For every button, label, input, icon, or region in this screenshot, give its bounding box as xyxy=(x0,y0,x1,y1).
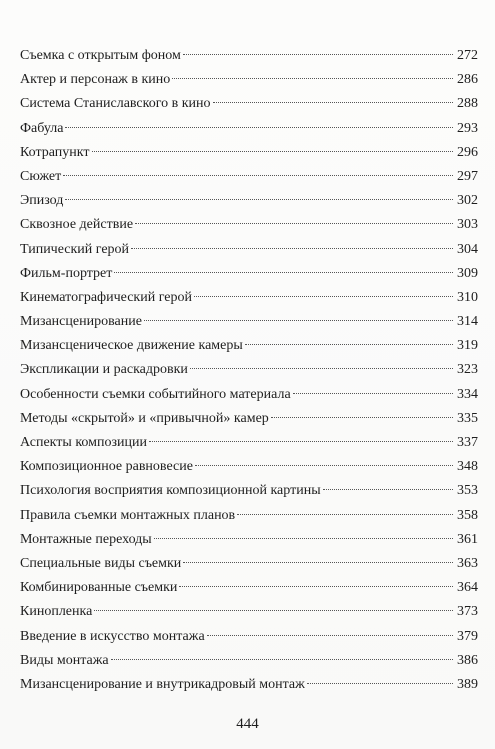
toc-entry xyxy=(20,286,478,310)
toc-entry-title: Специальные виды съемки xyxy=(20,555,182,571)
dot-leader xyxy=(144,320,453,321)
toc-entry xyxy=(20,117,478,141)
toc-entry-page: 334 xyxy=(457,386,478,402)
toc-entry-page: 363 xyxy=(457,555,478,571)
toc-entry-title: Методы «скрытой» и «привычной» камер xyxy=(20,410,269,426)
dot-leader xyxy=(207,635,453,636)
toc-entry-title: Кинематографический герой xyxy=(20,289,192,305)
table-of-contents xyxy=(20,44,478,697)
toc-entry-title: Аспекты композиции xyxy=(20,435,147,450)
toc-entry-title: Психология восприятия композиционной картины xyxy=(20,483,321,499)
dot-leader xyxy=(183,54,453,55)
toc-entry xyxy=(20,213,478,237)
toc-entry-page: 303 xyxy=(457,217,478,233)
toc-entry-page: 389 xyxy=(457,676,478,692)
toc-entry-title: Мизансценическое движение камеры xyxy=(20,338,243,354)
toc-entry xyxy=(20,358,478,382)
toc-entry-page: 304 xyxy=(457,241,478,257)
toc-entry-page: 302 xyxy=(457,193,478,209)
toc-entry xyxy=(20,310,478,334)
toc-entry-title: Мизансценирование xyxy=(20,314,142,330)
dot-leader xyxy=(213,102,453,103)
toc-entry-page: 373 xyxy=(457,604,478,620)
toc-entry-page: 364 xyxy=(457,580,478,596)
dot-leader xyxy=(293,393,453,394)
dot-leader xyxy=(114,272,453,273)
toc-entry xyxy=(20,600,478,624)
toc-entry xyxy=(20,576,478,600)
page-number: 444 xyxy=(236,716,259,732)
toc-entry-page: 361 xyxy=(457,531,478,547)
toc-entry-title: Экспликации и раскадровки xyxy=(20,362,188,378)
dot-leader xyxy=(65,127,453,128)
toc-entry-title: Сюжет xyxy=(20,168,62,184)
toc-entry xyxy=(20,189,478,213)
toc-entry-page: 319 xyxy=(457,338,478,354)
toc-entry-page: 293 xyxy=(457,120,478,136)
dot-leader xyxy=(135,223,453,224)
toc-entry-title: Виды монтажа xyxy=(20,652,109,668)
toc-entry xyxy=(20,528,478,552)
toc-entry-page: 348 xyxy=(457,459,478,475)
dot-leader xyxy=(307,683,453,684)
toc-entry xyxy=(20,334,478,358)
toc-entry-title: Котрапункт xyxy=(20,144,90,160)
toc-entry-title: Введение в искусство монтажа xyxy=(20,628,205,644)
toc-entry xyxy=(20,262,478,286)
toc-entry-page: 358 xyxy=(457,507,478,523)
toc-entry-page: 288 xyxy=(457,96,478,112)
dot-leader xyxy=(237,514,453,515)
dot-leader xyxy=(149,441,453,442)
toc-entry-page: 379 xyxy=(457,628,478,644)
dot-leader xyxy=(131,248,453,249)
toc-entry-page: 272 xyxy=(457,48,478,63)
dot-leader xyxy=(94,610,453,611)
toc-entry-title: Особенности съемки событийного материала xyxy=(20,386,291,402)
toc-entry-title: Система Станиславского в кино xyxy=(20,96,211,112)
toc-entry xyxy=(20,165,478,189)
dot-leader xyxy=(195,465,453,466)
toc-entry-title: Типический герой xyxy=(20,241,130,257)
toc-entry-title: Монтажные переходы xyxy=(20,531,152,547)
toc-entry xyxy=(20,141,478,165)
toc-entry xyxy=(20,649,478,673)
toc-entry xyxy=(20,552,478,576)
toc-entry-title: Фабула xyxy=(20,120,64,136)
dot-leader xyxy=(63,175,453,176)
toc-entry-page: 323 xyxy=(457,362,478,378)
dot-leader xyxy=(65,199,453,200)
dot-leader xyxy=(111,659,453,660)
toc-entry-title: Правила съемки монтажных планов xyxy=(20,507,236,523)
toc-entry-page: 353 xyxy=(457,483,478,499)
toc-entry xyxy=(20,479,478,503)
dot-leader xyxy=(172,78,453,79)
toc-entry xyxy=(20,504,478,528)
dot-leader xyxy=(271,417,453,418)
toc-entry xyxy=(20,238,478,262)
toc-entry-title: Эпизод xyxy=(20,193,64,209)
dot-leader xyxy=(190,368,453,369)
dot-leader xyxy=(194,296,453,297)
toc-entry-title: Съемка с открытым фоном xyxy=(20,48,181,63)
dot-leader xyxy=(154,538,453,539)
toc-entry-page: 386 xyxy=(457,652,478,668)
toc-entry xyxy=(20,92,478,116)
toc-entry-title: Композиционное равновесие xyxy=(20,459,193,475)
toc-entry-title: Мизансценирование и внутрикадровый монтаж xyxy=(20,676,305,692)
toc-entry xyxy=(20,68,478,92)
toc-entry xyxy=(20,455,478,479)
dot-leader xyxy=(179,586,453,587)
toc-entry xyxy=(20,625,478,649)
toc-entry xyxy=(20,44,478,68)
toc-entry-title: Комбинированные съемки xyxy=(20,580,178,596)
toc-entry-page: 309 xyxy=(457,265,478,281)
toc-entry-page: 296 xyxy=(457,144,478,160)
dot-leader xyxy=(245,344,453,345)
toc-entry-title: Сквозное действие xyxy=(20,217,134,233)
toc-entry xyxy=(20,383,478,407)
toc-entry xyxy=(20,431,478,455)
toc-entry-page: 310 xyxy=(457,289,478,305)
toc-entry-page: 286 xyxy=(457,72,478,88)
toc-entry-page: 314 xyxy=(457,314,478,330)
dot-leader xyxy=(183,562,453,563)
toc-entry-page: 297 xyxy=(457,168,478,184)
toc-entry-title: Кинопленка xyxy=(20,604,93,620)
toc-entry-title: Фильм-портрет xyxy=(20,265,113,281)
toc-entry-page: 337 xyxy=(457,435,478,450)
toc-entry-page: 335 xyxy=(457,410,478,426)
toc-entry-title: Актер и персонаж в кино xyxy=(20,72,171,88)
dot-leader xyxy=(323,489,453,490)
toc-entry xyxy=(20,407,478,431)
dot-leader xyxy=(92,151,454,152)
toc-entry xyxy=(20,673,478,697)
